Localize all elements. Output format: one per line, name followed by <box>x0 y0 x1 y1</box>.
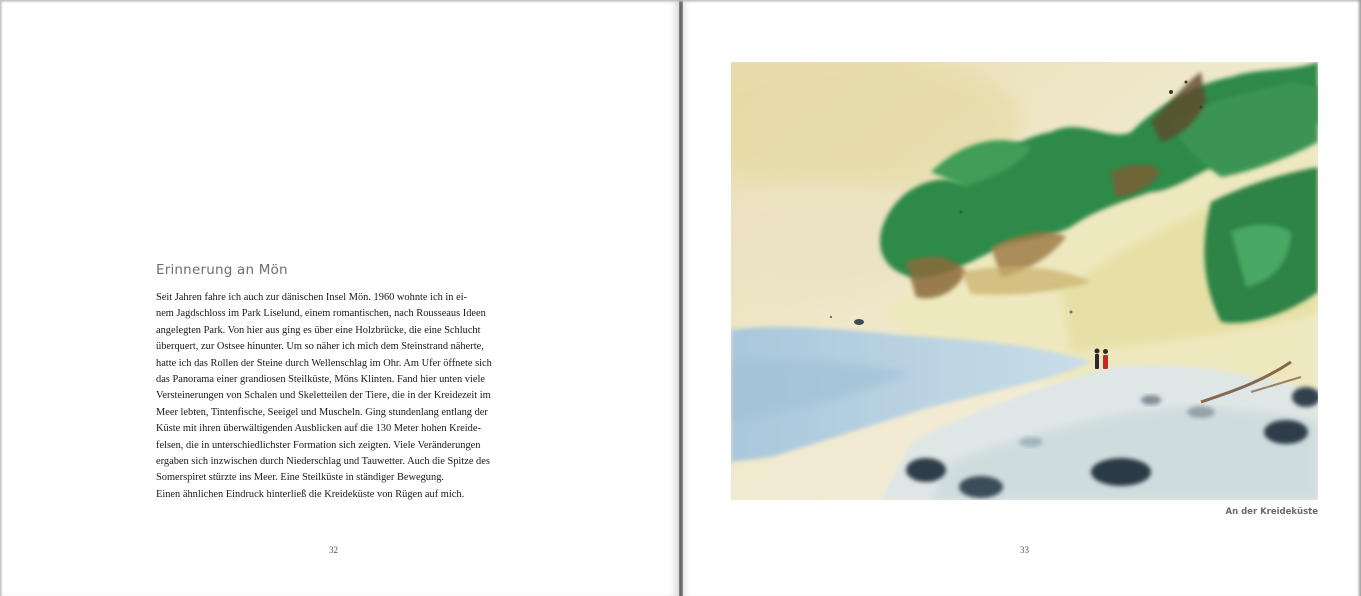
text-line: überquert, zur Ostsee hinunter. Um so näher ich mich dem Steinstrand näherte, <box>156 341 484 353</box>
text-line: angelegten Park. Von hier aus ging es über eine Holzbrücke, die eine Schlucht <box>156 324 481 336</box>
book-gutter <box>679 0 683 596</box>
page-number-left: 32 <box>329 545 338 555</box>
watercolor-painting <box>731 62 1318 500</box>
text-line: hatte ich das Rollen der Steine durch Wellenschlag im Ohr. Am Ufer öffnete sich <box>156 357 492 369</box>
text-line: das Panorama einer grandiosen Steilküste, Möns Klinten. Fand hier unten viele <box>156 374 485 386</box>
text-line: nem Jagdschloss im Park Liselund, einem romantischen, nach Rousseaus Ideen <box>156 308 486 320</box>
page-number-right: 33 <box>1020 545 1029 555</box>
text-line: Somerspiret stürzte ins Meer. Eine Steilküste in ständiger Bewegung. <box>156 472 444 484</box>
top-edge-shadow <box>0 0 1361 3</box>
left-page <box>0 0 680 596</box>
left-edge-shadow <box>0 0 3 596</box>
text-line: Versteinerungen von Schalen und Skeletteilen der Tiere, die in der Kreidezeit im <box>156 390 491 402</box>
text-line: Seit Jahren fahre ich auch zur dänischen Insel Mön. 1960 wohnte ich in ei- <box>156 292 468 303</box>
text-line: Einen ähnlichen Eindruck hinterließ die Kreideküste von Rügen auf mich. <box>156 488 465 500</box>
chapter-heading: Erinnerung an Mön <box>156 262 288 278</box>
text-line: Meer lebten, Tintenfische, Seeigel und Muscheln. Ging stundenlang entlang der <box>156 406 488 418</box>
text-line: Küste mit ihren überwältigenden Ausblicken auf die 130 Meter hohen Kreide- <box>156 423 481 435</box>
text-line: felsen, die in unterschiedlichster Formation sich zeigten. Viele Veränderungen <box>156 439 481 451</box>
right-edge-shadow <box>1357 0 1361 596</box>
illustration-caption: An der Kreideküste <box>1225 507 1318 517</box>
chalk-cliff-illustration <box>731 62 1318 500</box>
text-line: ergaben sich inzwischen durch Niederschlag und Tauwetter. Auch die Spitze des <box>156 456 490 468</box>
body-paragraph <box>156 290 536 503</box>
